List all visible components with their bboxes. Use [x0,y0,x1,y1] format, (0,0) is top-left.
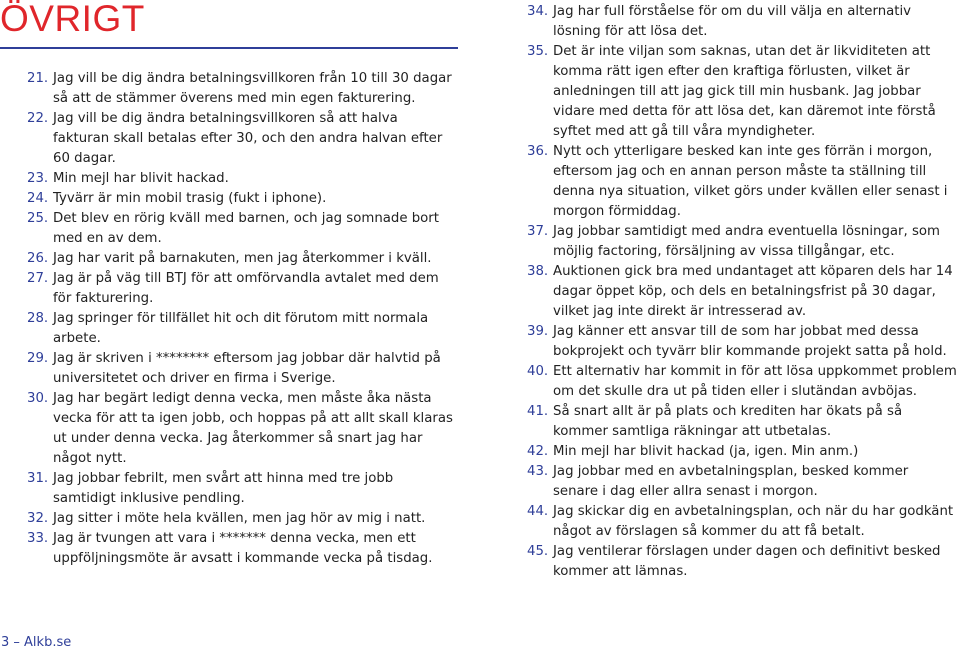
list-item [27,349,457,389]
list-item [27,249,457,269]
item-number: 23. [27,171,49,186]
item-number: 34. [527,4,549,19]
item-text: Jag har full förståelse för om du vill välja en alternativ lösning för att lösa det. [553,4,912,39]
item-text: Min mejl har blivit hackad (ja, igen. Min anm.) [553,444,859,459]
right-list [527,2,957,582]
item-text: Nytt och ytterligare besked kan inte ges förrän i morgon, eftersom jag och en annan person måste ta ställning till denna nya situation, vilket görs under kvällen eller senast i morgon förmiddag. [553,144,948,219]
list-item [527,42,957,142]
item-number: 38. [527,264,549,279]
list-item [527,262,957,322]
item-text: Jag ventilerar förslagen under dagen och definitivt besked kommer att lämnas. [553,544,941,579]
item-text: Jag vill be dig ändra betalningsvillkoren så att halva fakturan skall betalas efter 30, och den andra halvan efter 60 dagar. [53,111,443,166]
item-number: 22. [27,111,49,126]
list-item [27,529,457,569]
item-number: 40. [527,364,549,379]
item-number: 31. [27,471,49,486]
list-item [27,189,457,209]
item-text: Jag har begärt ledigt denna vecka, men måste åka nästa vecka för att ta igen jobb, och hoppas på att allt skall klaras ut under denna vecka. Jag återkommer så snart jag har något nytt. [53,391,453,466]
list-item [27,109,457,169]
item-text: Jag jobbar samtidigt med andra eventuella lösningar, som möjlig factoring, försäljning av vissa tillgångar, etc. [553,224,940,259]
list-item [527,222,957,262]
item-text: Jag skickar dig en avbetalningsplan, och när du har godkänt något av förslagen så kommer du att få betalt. [553,504,954,539]
item-number: 27. [27,271,49,286]
item-number: 33. [27,531,49,546]
item-number: 35. [527,44,549,59]
list-item [527,442,957,462]
item-text: Jag jobbar febrilt, men svårt att hinna med tre jobb samtidigt inklusive pendling. [53,471,394,506]
item-number: 41. [527,404,549,419]
list-item [527,542,957,582]
item-number: 36. [527,144,549,159]
item-text: Auktionen gick bra med undantaget att köparen dels har 14 dagar öppet köp, och dels en betalningsfrist på 30 dagar, vilket jag inte direkt är intresserad av. [553,264,953,319]
item-text: Jag sitter i möte hela kvällen, men jag hör av mig i natt. [53,511,426,526]
item-number: 21. [27,71,49,86]
item-text: Det är inte viljan som saknas, utan det är likviditeten att komma rätt igen efter den kraftiga förlusten, vilket är anledningen till att jag gick till min husbank. Jag jobbar vidare med detta för att lösa det, kan däremot inte förstå syftet med att gå till våra myndigheter. [553,44,936,139]
item-number: 45. [527,544,549,559]
item-text: Så snart allt är på plats och krediten har ökats på så kommer samtliga räkningar att utbetalas. [553,404,903,439]
item-text: Det blev en rörig kväll med barnen, och jag somnade bort med en av dem. [53,211,439,246]
item-number: 25. [27,211,49,226]
page-footer: 3 – Alkb.se [1,635,72,650]
list-item [27,169,457,189]
item-text: Jag känner ett ansvar till de som har jobbat med dessa bokprojekt och tyvärr blir kommande projekt satta på hold. [553,324,947,359]
left-list [27,69,457,569]
item-text: Jag jobbar med en avbetalningsplan, besked kommer senare i dag eller allra senast i morgon. [553,464,909,499]
item-number: 26. [27,251,49,266]
item-text: Jag har varit på barnakuten, men jag återkommer i kväll. [53,251,432,266]
item-number: 24. [27,191,49,206]
list-item [27,469,457,509]
item-text: Min mejl har blivit hackad. [53,171,229,186]
list-item [27,269,457,309]
list-item [527,362,957,402]
item-number: 30. [27,391,49,406]
item-number: 42. [527,444,549,459]
list-item [27,309,457,349]
list-item [27,389,457,469]
list-item [27,69,457,109]
item-number: 32. [27,511,49,526]
item-text: Jag vill be dig ändra betalningsvillkoren från 10 till 30 dagar så att de stämmer överens med min egen fakturering. [53,71,452,106]
item-text: Ett alternativ har kommit in för att lösa uppkommet problem om det skulle dra ut på tiden eller i slutändan avböjas. [553,364,957,399]
list-item [527,2,957,42]
list-item [27,509,457,529]
item-text: Jag springer för tillfället hit och dit förutom mitt normala arbete. [53,311,429,346]
title-underline [0,47,458,49]
list-item [527,402,957,442]
list-item [527,462,957,502]
item-number: 29. [27,351,49,366]
item-text: Jag är tvungen att vara i ******* denna vecka, men ett uppföljningsmöte är avsatt i kommande vecka på tisdag. [53,531,433,566]
item-number: 39. [527,324,549,339]
item-number: 44. [527,504,549,519]
list-item [527,502,957,542]
list-item [527,142,957,222]
item-number: 28. [27,311,49,326]
list-item [27,209,457,249]
item-text: Jag är skriven i ******** eftersom jag jobbar där halvtid på universitetet och driver en firma i Sverige. [53,351,441,386]
item-number: 43. [527,464,549,479]
list-item [527,322,957,362]
item-text: Jag är på väg till BTJ för att omförvandla avtalet med dem för fakturering. [53,271,439,306]
item-number: 37. [527,224,549,239]
page-title: ÖVRIGT [0,0,145,39]
item-text: Tyvärr är min mobil trasig (fukt i iphone). [53,191,327,206]
